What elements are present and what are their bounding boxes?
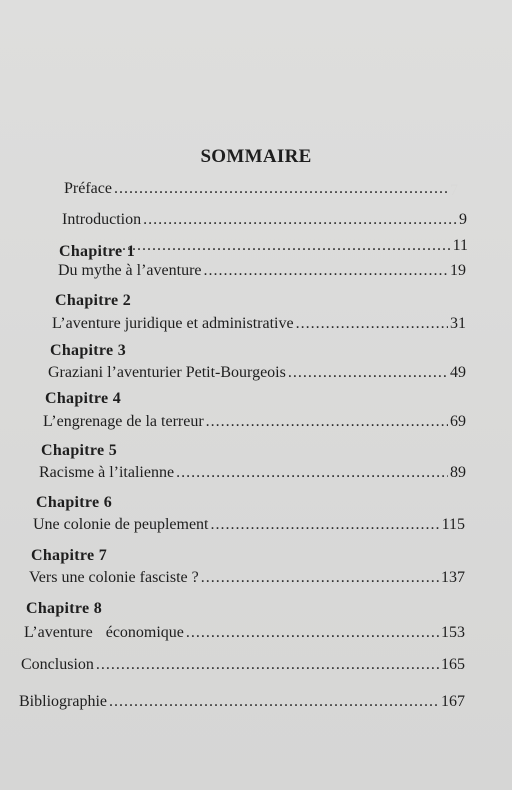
toc-entry-page: 31 [450,315,466,332]
toc-entry-bibliographie [19,693,465,711]
leader-dots [201,569,439,587]
toc-entry-preface-page [450,182,470,200]
page-title: SOMMAIRE [200,146,312,167]
toc-entry-preface [64,180,450,198]
toc-entry-chapter-2 [52,315,466,333]
toc-entry-page: 11 [452,237,468,254]
toc-entry-page: 153 [441,624,465,641]
toc-entry-page: 9 [459,211,467,228]
toc-entry-introduction [62,211,467,229]
toc-entry-chapter-1-page [110,237,468,255]
toc-entry-label: Une colonie de peuplement [33,516,209,533]
toc-entry-label: Conclusion [21,656,94,673]
toc-entry-label: Bibliographie [19,693,107,710]
leader-dots [186,624,439,642]
toc-entry-label: Graziani l’aventurier Petit-Bourgeois [48,364,286,381]
leader-dots [211,516,440,534]
leader-dots [204,262,449,280]
toc-entry-chapter-5 [39,464,466,482]
chapter-heading-8: Chapitre 8 [26,600,103,617]
toc-entry-chapter-1 [58,262,466,280]
leader-dots [206,413,448,431]
leader-dots [96,656,439,674]
toc-entry-page: 137 [441,569,465,586]
chapter-heading-2: Chapitre 2 [55,292,132,309]
chapter-heading-4: Chapitre 4 [45,390,122,407]
toc-entry-page: 167 [441,693,465,710]
toc-entry-chapter-8 [24,624,465,642]
toc-entry-page: 89 [450,464,466,481]
chapter-heading-6: Chapitre 6 [36,494,113,511]
chapter-heading-5: Chapitre 5 [41,442,118,459]
toc-entry-page: 165 [441,656,465,673]
toc-entry-label: L’aventure économique [24,624,184,641]
chapter-heading-1: Chapitre 1 [59,243,136,260]
leader-dots [296,315,448,333]
leader-dots [109,693,439,711]
toc-entry-page: 49 [450,364,466,381]
toc-entry-page: 115 [441,516,465,533]
toc-entry-label: Introduction [62,211,142,228]
toc-entry-label: Préface [64,180,112,197]
leader-dots [176,464,448,482]
leader-dots [143,211,457,229]
leader-dots [288,364,448,382]
toc-entry-label: Racisme à l’italienne [39,464,175,481]
chapter-heading-3: Chapitre 3 [50,342,127,359]
toc-entry-chapter-4 [43,413,466,431]
toc-entry-page: 19 [450,262,466,279]
toc-entry-label: Du mythe à l’aventure [58,262,202,279]
leader-dots [112,237,451,255]
toc-entry-conclusion [21,656,465,674]
leader-dots [114,180,448,198]
toc-entry-label: Vers une colonie fasciste ? [29,569,199,586]
toc-entry-chapter-7 [29,569,465,587]
toc-entry-page: 69 [450,413,466,430]
toc-entry-page: 7 [450,182,458,199]
toc-entry-chapter-3 [48,364,466,382]
toc-entry-label: L’engrenage de la terreur [43,413,204,430]
toc-entry-label: L’aventure juridique et administrative [52,315,294,332]
chapter-heading-7: Chapitre 7 [31,547,108,564]
toc-entry-chapter-6 [33,516,465,534]
